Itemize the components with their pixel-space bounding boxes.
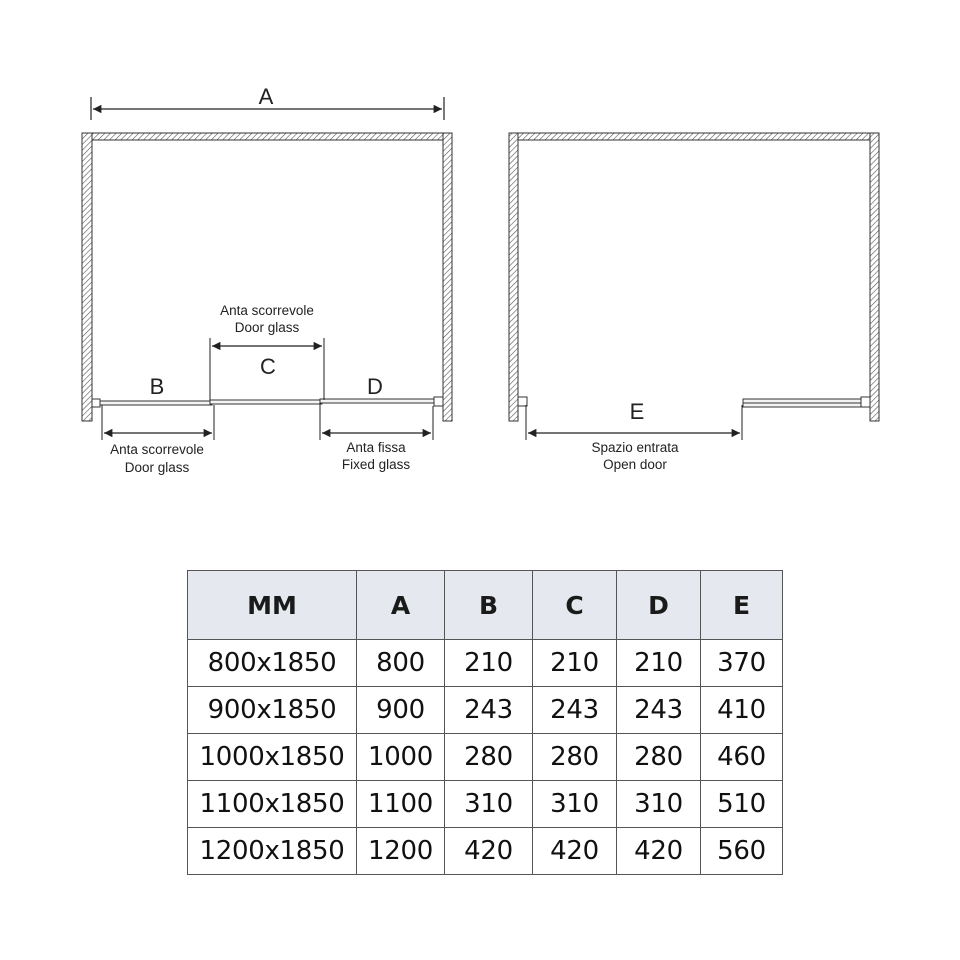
cell-e: 460 — [701, 734, 783, 781]
wall-bracket-right — [434, 397, 443, 406]
header-a: A — [357, 571, 445, 640]
wall-bracket-right-open — [861, 397, 870, 407]
cell-a: 1200 — [357, 828, 445, 875]
cell-a: 800 — [357, 640, 445, 687]
cell-b: 210 — [445, 640, 533, 687]
dim-e-label: E — [629, 399, 645, 424]
cell-mm: 1100x1850 — [188, 781, 357, 828]
table-row — [188, 734, 783, 781]
cell-mm: 800x1850 — [188, 640, 357, 687]
glass-panels — [92, 397, 443, 407]
e-caption-line1: Spazio entrata — [591, 440, 679, 455]
cell-d: 310 — [617, 781, 701, 828]
dimension-a — [91, 84, 444, 120]
cell-d: 210 — [617, 640, 701, 687]
right-plan — [509, 133, 879, 472]
b-caption-line2: Door glass — [124, 460, 190, 475]
right-walls — [509, 133, 879, 421]
table-row — [188, 781, 783, 828]
dimensions-table — [187, 570, 783, 875]
cell-e: 370 — [701, 640, 783, 687]
dimension-b — [102, 374, 214, 475]
dim-a-label: A — [258, 84, 274, 109]
dim-d-label: D — [367, 374, 383, 399]
table-row — [188, 640, 783, 687]
cell-b: 310 — [445, 781, 533, 828]
table-row — [188, 828, 783, 875]
e-caption-line2: Open door — [603, 457, 667, 472]
cell-c: 210 — [533, 640, 617, 687]
cell-b: 280 — [445, 734, 533, 781]
cell-mm: 1000x1850 — [188, 734, 357, 781]
stacked-glass-1 — [743, 399, 861, 403]
cell-b: 420 — [445, 828, 533, 875]
cell-d: 243 — [617, 687, 701, 734]
fixed-glass-d — [320, 399, 434, 403]
dim-c-label: C — [260, 354, 276, 379]
cell-e: 560 — [701, 828, 783, 875]
left-plan — [82, 84, 452, 475]
cell-mm: 900x1850 — [188, 687, 357, 734]
table-header-row — [188, 571, 783, 640]
dimension-d — [320, 374, 433, 472]
cell-e: 510 — [701, 781, 783, 828]
cell-b: 243 — [445, 687, 533, 734]
cell-c: 243 — [533, 687, 617, 734]
header-e: E — [701, 571, 783, 640]
right-glass — [518, 397, 870, 407]
stacked-glass-2 — [743, 403, 861, 407]
cell-c: 280 — [533, 734, 617, 781]
header-d: D — [617, 571, 701, 640]
cell-mm: 1200x1850 — [188, 828, 357, 875]
b-caption-line1: Anta scorrevole — [110, 442, 204, 457]
cell-d: 280 — [617, 734, 701, 781]
sliding-glass-c — [210, 400, 322, 404]
sliding-glass-b — [100, 401, 212, 405]
header-b: B — [445, 571, 533, 640]
cell-d: 420 — [617, 828, 701, 875]
dimension-e — [526, 399, 742, 472]
cell-a: 1000 — [357, 734, 445, 781]
header-mm: MM — [188, 571, 357, 640]
cell-e: 410 — [701, 687, 783, 734]
d-caption-line2: Fixed glass — [341, 457, 411, 472]
header-c: C — [533, 571, 617, 640]
cell-c: 310 — [533, 781, 617, 828]
dimension-c — [210, 303, 324, 400]
cell-a: 1100 — [357, 781, 445, 828]
cell-a: 900 — [357, 687, 445, 734]
c-caption-line2: Door glass — [234, 320, 300, 335]
cell-c: 420 — [533, 828, 617, 875]
d-caption-line1: Anta fissa — [346, 440, 406, 455]
dim-b-label: B — [149, 374, 165, 399]
wall-bracket-left — [92, 399, 100, 407]
table-row — [188, 687, 783, 734]
c-caption-line1: Anta scorrevole — [220, 303, 314, 318]
wall-bracket-left-open — [518, 397, 527, 406]
